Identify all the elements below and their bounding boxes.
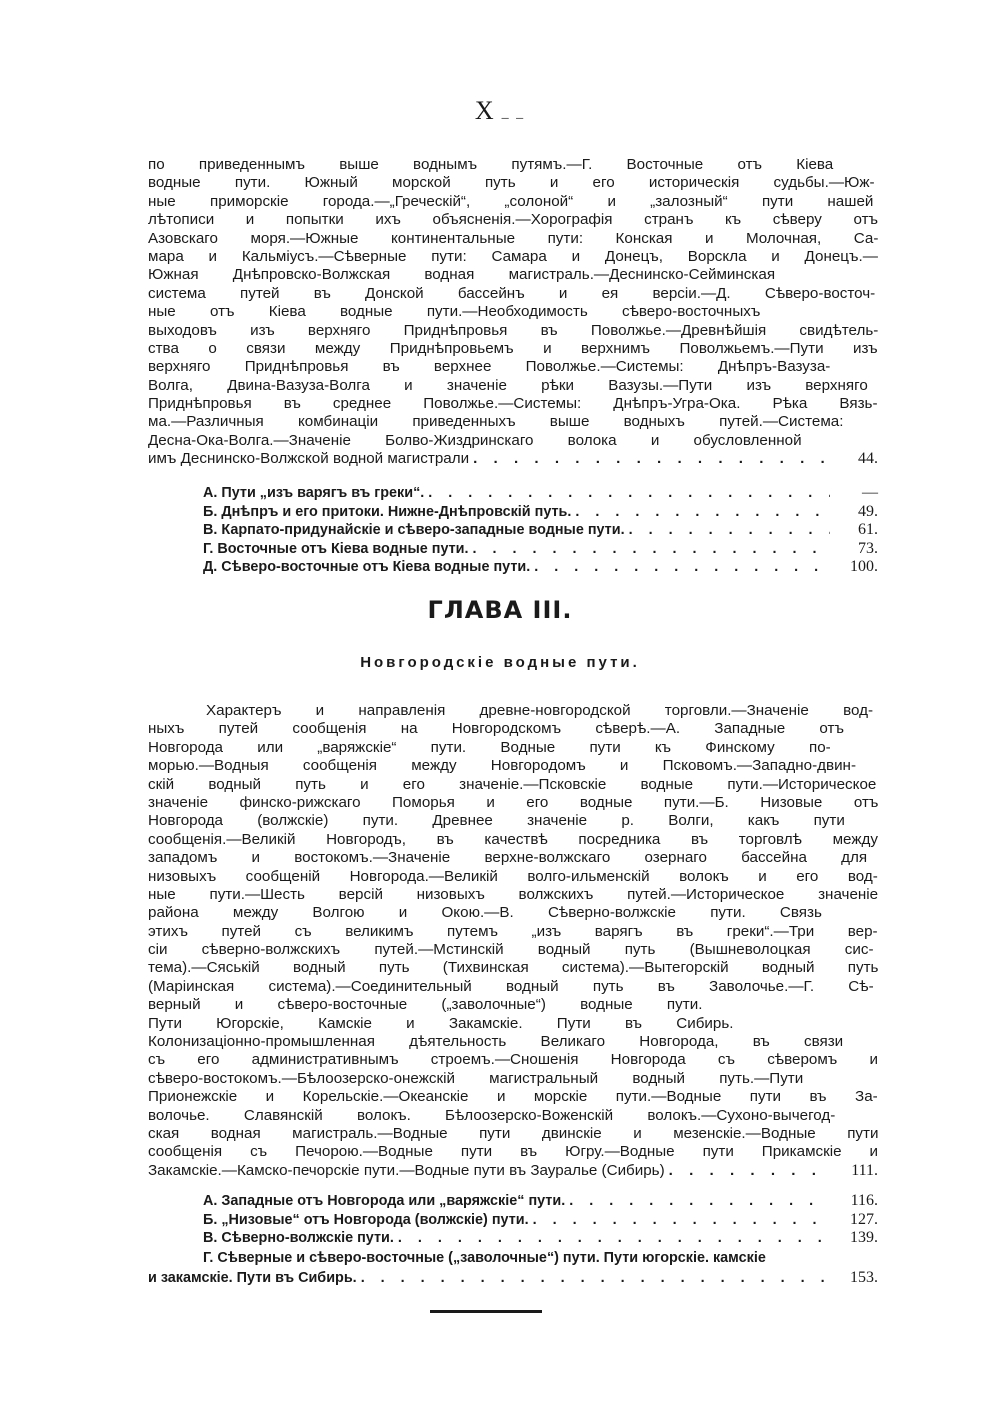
text-line xyxy=(148,904,878,922)
text-line-content: Колонизаціонно-промышленная дѣятельность Великаго Новгорода, въ связи xyxy=(148,1033,844,1051)
toc-entry-page: 139. xyxy=(850,1229,878,1247)
text-line-content: Десна-Ока-Волга.—Значеніе Болво-Жиздринскаго волока и обусловленной xyxy=(148,431,802,449)
toc-entry-page: 49. xyxy=(858,502,878,520)
text-line-content: ныхъ путей сообщенія на Новгородскомъ сѣверѣ.—А. Западные отъ xyxy=(148,720,844,738)
toc-dots xyxy=(534,559,830,575)
text-line-content: верный и сѣверо-восточные („заволочные“) водные пути. xyxy=(148,996,703,1014)
toc-list-2 xyxy=(148,1192,878,1248)
text-line xyxy=(148,1088,878,1106)
text-line-content: Новгорода или „варяжскіе“ пути. Водные пути къ Финскому по- xyxy=(148,738,831,756)
toc-entry xyxy=(148,558,878,577)
text-line-content: ные пути.—Шесть версій низовыхъ волжскихъ путей.—Историческое значеніе xyxy=(148,885,878,903)
text-line xyxy=(148,1125,878,1143)
text-line xyxy=(148,322,878,340)
text-line xyxy=(148,868,878,886)
page-number-text: X xyxy=(474,96,494,125)
toc-entry-label: А. Пути „изъ варягъ въ греки“. xyxy=(203,485,425,501)
toc-dots xyxy=(361,1270,830,1286)
text-line xyxy=(148,432,878,450)
toc-entry-g xyxy=(148,1250,878,1287)
text-line xyxy=(148,941,878,959)
text-line-content: Волга, Двина-Вазуза-Волга и значеніе рѣки Вазузы.—Пути изъ верхняго xyxy=(148,376,868,394)
text-line xyxy=(148,285,878,303)
text-line-content: водные пути. Южный морской путь и его историческія судьбы.—Юж- xyxy=(148,174,875,192)
text-line xyxy=(148,266,878,284)
text-line xyxy=(148,1107,878,1125)
text-line-content: Характеръ и направленія древне-новгородской торговли.—Значеніе вод- xyxy=(206,702,874,719)
chapter-subtitle: Новгородскіе водные пути. xyxy=(360,654,640,671)
toc-entry-page: 116. xyxy=(850,1192,878,1209)
text-line-content: Прионежскіе и Корельскіе.—Океанскіе и морскіе пути.—Водные пути въ За- xyxy=(148,1088,878,1106)
toc-entry-page: 100. xyxy=(850,558,878,576)
text-line xyxy=(148,1033,878,1051)
text-line-content: скій водный путь и его значеніе.—Псковскіе водные пути.—Историческое xyxy=(148,775,877,793)
section-page-number: 44. xyxy=(858,450,878,468)
text-line-content: Новгорода (волжскіе) пути. Древнее значеніе р. Волги, какъ пути xyxy=(148,812,845,830)
text-line-content: ные приморскіе города.—„Греческій“, „солоной“ и „залозный“ пути нашей xyxy=(148,192,874,210)
text-line xyxy=(148,211,878,229)
section-page-number: 111. xyxy=(851,1161,878,1179)
toc-entry xyxy=(148,521,878,540)
toc-dots xyxy=(428,485,830,501)
toc-entry-label: В. Карпато-придунайскіе и сѣверо-западные водные пути. xyxy=(203,522,625,539)
text-line xyxy=(148,923,878,941)
toc-dots xyxy=(473,541,830,557)
text-line xyxy=(148,1015,878,1033)
toc-entry-page: 73. xyxy=(858,539,878,557)
text-line xyxy=(148,757,878,775)
text-line-content: выходовъ изъ верхняго Приднѣпровья въ Поволжье.—Древнѣйшія свидѣтель- xyxy=(148,321,878,339)
text-line xyxy=(148,831,878,849)
text-line-content: система путей въ Донской бассейнъ и ея версіи.—Д. Сѣверо-восточ- xyxy=(148,284,876,302)
text-line-content: Закамскіе.—Камско-печорскіе пути.—Водные пути въ Зауралье (Сибирь) xyxy=(148,1161,665,1179)
text-line-content: морью.—Водныя сообщенія между Новгородомъ и Псковомъ.—Западно-двин- xyxy=(148,757,856,775)
text-line xyxy=(148,1070,878,1088)
text-line xyxy=(148,358,878,376)
toc-dots xyxy=(533,1212,830,1228)
toc-entry xyxy=(148,1211,878,1230)
text-line xyxy=(148,174,878,192)
text-line xyxy=(148,812,878,830)
text-line xyxy=(148,395,878,413)
text-line-content: мара и Кальміусъ.—Сѣверные пути: Самара и Донецъ, Ворскла и Донецъ.— xyxy=(148,247,878,265)
toc-entry xyxy=(148,540,878,559)
text-line-content: сіи сѣверно-волжскихъ путей.—Мстинскій водный путь (Вышневолоцкая сис- xyxy=(148,941,874,959)
text-line xyxy=(148,720,878,738)
section2-paragraph xyxy=(148,702,878,1180)
toc-entry-label: В. Сѣверно-волжскіе пути. xyxy=(203,1230,394,1247)
toc-dots xyxy=(473,450,830,468)
text-line xyxy=(148,1162,878,1180)
text-line-content: Пути Югорскіе, Камскіе и Закамскіе. Пути въ Сибирь. xyxy=(148,1014,734,1032)
text-line-content: Южная Днѣпровско-Волжская водная магистраль.—Деснинско-Сейминская xyxy=(148,266,776,284)
text-line-content: волочье. Славянскій волокъ. Бѣлоозерско-Воженскій волокъ.—Сухоно-вычегод- xyxy=(148,1106,836,1124)
text-line-content: низовыхъ сообщеній Новгорода.—Великій волго-ильменскій волокъ и его вод- xyxy=(148,867,878,885)
toc-entry-g-page: 153. xyxy=(850,1268,878,1286)
toc-entry-page: 127. xyxy=(850,1210,878,1228)
text-line xyxy=(148,303,878,321)
text-line-content: западомъ и востокомъ.—Значеніе верхне-волжскаго озернаго бассейна для xyxy=(148,849,868,867)
toc-entry xyxy=(148,503,878,522)
toc-entry-g-line2 xyxy=(148,1269,878,1288)
text-line-content: сообщенія.—Великій Новгородъ, въ качествѣ посредника въ торговлѣ между xyxy=(148,830,878,848)
toc-entry xyxy=(148,484,878,503)
text-line-content: верхняго Приднѣпровья въ верхнее Поволжье.—Системы: Днѣпръ-Вазуза- xyxy=(148,358,831,376)
text-line xyxy=(148,978,878,996)
toc-entry-g-label-1: Г. Сѣверные и сѣверо-восточные („заволочные“) пути. Пути югорскіе. камскіе xyxy=(203,1250,766,1266)
toc-entry xyxy=(148,1229,878,1248)
text-line xyxy=(148,1143,878,1161)
text-line-content: Азовскаго моря.—Южные континентальные пути: Конская и Молочная, Са- xyxy=(148,229,878,247)
text-line xyxy=(148,450,878,468)
toc-entry-label: Б. Днѣпръ и его притоки. Нижне-Днѣпровскій путь. xyxy=(203,503,572,520)
toc-entry-label: А. Западные отъ Новгорода или „варяжскіе“ пути. xyxy=(203,1193,566,1209)
toc-entry-g-line1 xyxy=(148,1250,878,1269)
text-line-content: района между Волгою и Окою.—В. Сѣверно-волжскіе пути. Связь xyxy=(148,904,822,922)
text-line xyxy=(148,156,878,174)
text-line-content: сѣверо-востокомъ.—Бѣлоозерско-онежскій магистральный водный путь.—Пути xyxy=(148,1069,804,1087)
text-line xyxy=(148,996,878,1014)
text-line-content: Приднѣпровья въ среднее Поволжье.—Системы: Днѣпръ-Угра-Ока. Рѣка Вязь- xyxy=(148,395,878,413)
text-line-content: лѣтописи и попытки ихъ объясненія.—Хорографія странъ къ сѣверу отъ xyxy=(148,211,878,229)
toc-dots xyxy=(629,522,830,538)
toc-list-1 xyxy=(148,484,878,577)
chapter-title: ГЛАВА III. xyxy=(427,596,573,624)
text-line-content: значеніе финско-рижскаго Поморья и его водные пути.—Б. Низовые отъ xyxy=(148,793,878,811)
text-line xyxy=(148,377,878,395)
text-line-content: сообщенія съ Печорою.—Водные пути въ Югру.—Водные пути Прикамскіе и xyxy=(148,1143,878,1161)
text-line xyxy=(148,193,878,211)
toc-entry-label: Г. Восточные отъ Кіева водные пути. xyxy=(203,540,469,557)
toc-entry-page: — xyxy=(862,484,878,501)
text-line xyxy=(148,959,878,977)
page-number-dash: _ _ xyxy=(501,106,526,121)
text-line-content: съ его административнымъ строемъ.—Сношенія Новгорода съ сѣверомъ и xyxy=(148,1051,878,1069)
text-line xyxy=(148,248,878,266)
toc-entry-label: Д. Сѣверо-восточные отъ Кіева водные пути. xyxy=(203,559,531,576)
text-line-content: ства о связи между Приднѣпровьемъ и верхнимъ Поволжьемъ.—Пути изъ xyxy=(148,339,878,357)
text-line xyxy=(148,794,878,812)
closing-rule xyxy=(430,1310,542,1313)
toc-dots xyxy=(569,1193,830,1209)
text-line-content: ные отъ Кіева водные пути.—Необходимость сѣверо-восточныхъ xyxy=(148,303,761,321)
text-line xyxy=(148,340,878,358)
text-line xyxy=(148,702,878,720)
text-line-content: этихъ путей съ великимъ путемъ „изъ варягъ въ греки“.—Три вер- xyxy=(148,922,878,940)
text-line-content: ма.—Различныя комбинаціи приведенныхъ выше водныхъ путей.—Система: xyxy=(148,413,844,431)
text-line xyxy=(148,849,878,867)
text-line-content: имъ Деснинско-Волжской водной магистрали xyxy=(148,450,470,468)
text-line xyxy=(148,413,878,431)
toc-entry-label: Б. „Низовые“ отъ Новгорода (волжскіе) пути. xyxy=(203,1211,529,1228)
text-line xyxy=(148,886,878,904)
text-line xyxy=(148,776,878,794)
text-line xyxy=(148,230,878,248)
section1-paragraph xyxy=(148,156,878,469)
text-line-content: по приведеннымъ выше воднымъ путямъ.—Г. Восточные отъ Кіева xyxy=(148,156,834,173)
text-line xyxy=(148,739,878,757)
text-line xyxy=(148,1051,878,1069)
toc-entry-g-label-2: и закамскіе. Пути въ Сибирь. xyxy=(148,1269,357,1286)
text-line-content: тема).—Сяській водный путь (Тихвинская система).—Вытегорскій водный путь xyxy=(148,959,878,977)
toc-dots xyxy=(398,1230,830,1246)
page-number xyxy=(0,96,1000,126)
toc-dots xyxy=(669,1162,830,1180)
text-line-content: (Маріинская система).—Соединительный водный путь въ Заволочье.—Г. Сѣ- xyxy=(148,977,874,995)
toc-dots xyxy=(575,504,830,520)
toc-entry xyxy=(148,1192,878,1211)
text-line-content: ская водная магистраль.—Водные пути двинскіе и мезенскіе.—Водные пути xyxy=(148,1124,878,1142)
toc-entry-page: 61. xyxy=(858,521,878,539)
